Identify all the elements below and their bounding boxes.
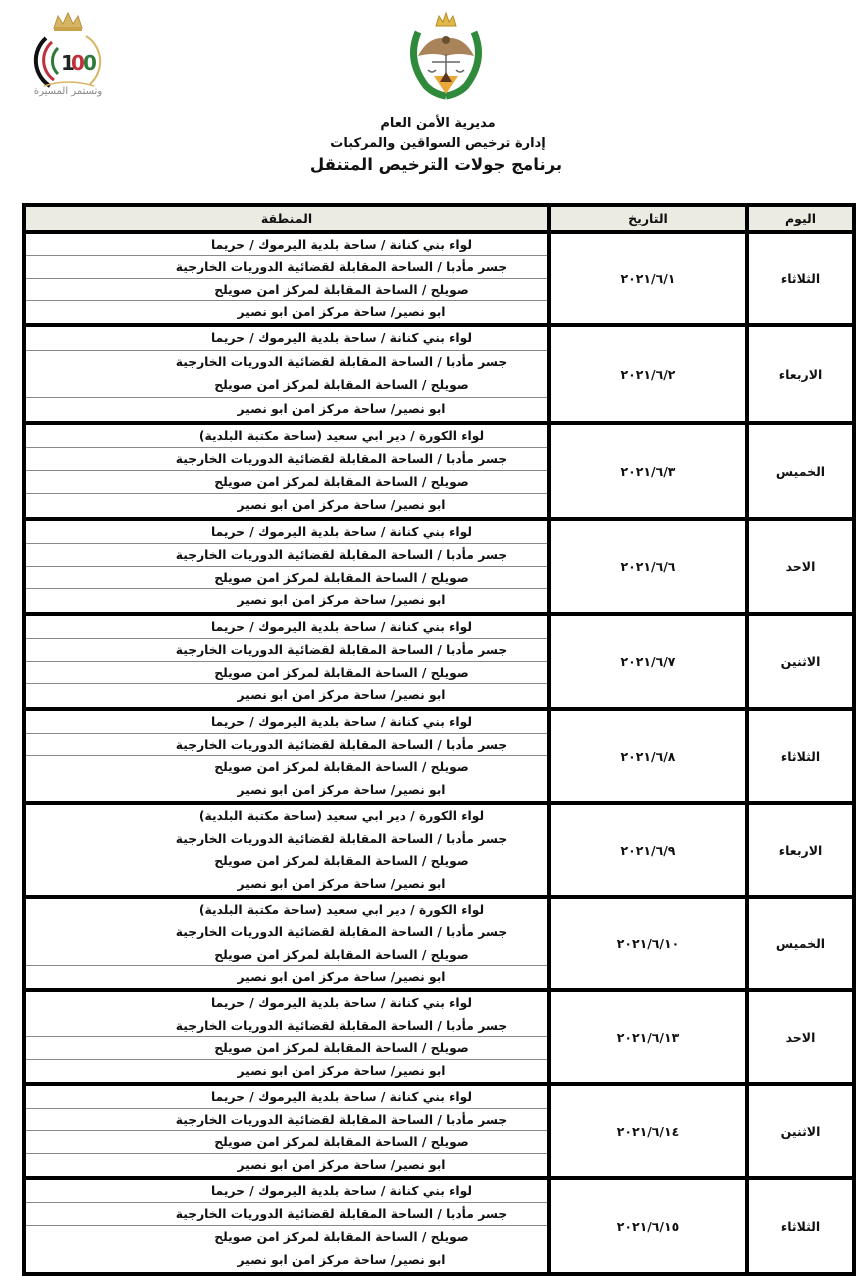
area-line: صويلح / الساحة المقابلة لمركز امن صويلح: [26, 944, 547, 966]
areas-cell: [24, 519, 549, 614]
area-line: ابو نصير/ ساحة مركز امن ابو نصير: [237, 304, 446, 319]
area-line: لواء الكورة / دير ابي سعيد (ساحة مكتبة البلدية): [26, 425, 547, 448]
table-row: [24, 232, 854, 325]
area-line: لواء بني كنانة / ساحة بلدية اليرموك / حريما: [26, 521, 547, 544]
date-cell: ٢٠٢١/٦/١٤: [549, 1084, 747, 1178]
areas-cell: [24, 1178, 549, 1274]
table-row: [24, 709, 854, 803]
schedule-body: [24, 232, 854, 1274]
day-cell: الاثنين: [747, 1084, 854, 1178]
day-cell: الثلاثاء: [747, 232, 854, 325]
date-cell: ٢٠٢١/٦/٣: [549, 423, 747, 519]
area-line: جسر مأدبا / الساحة المقابلة لقضائية الدوريات الخارجية: [26, 256, 547, 278]
eagle-emblem-icon: [404, 10, 488, 100]
table-header-row: [24, 205, 854, 232]
date-cell: ٢٠٢١/٦/٢: [549, 325, 747, 423]
area-line: لواء بني كنانة / ساحة بلدية اليرموك / حريما: [26, 234, 547, 256]
svg-text:0: 0: [71, 51, 85, 75]
day-cell: الاربعاء: [747, 803, 854, 897]
area-line: لواء الكورة / دير ابي سعيد (ساحة مكتبة البلدية): [198, 809, 485, 823]
area-line: صويلح / الساحة المقابلة لمركز امن صويلح: [26, 662, 547, 685]
area-line: ابو نصير/ ساحة مركز امن ابو نصير: [237, 1063, 446, 1078]
area-line: لواء بني كنانة / ساحة بلدية اليرموك / حريما: [26, 1180, 547, 1203]
areas-cell: [24, 1084, 549, 1178]
area-line: جسر مأدبا / الساحة المقابلة لقضائية الدوريات الخارجية: [26, 1203, 547, 1226]
table-row: [24, 423, 854, 519]
areas-cell: [24, 325, 549, 423]
area-line: ابو نصير/ ساحة مركز امن ابو نصير: [237, 593, 446, 608]
area-line: صويلح / الساحة المقابلة لمركز امن صويلح: [26, 471, 547, 494]
areas-cell: [24, 709, 549, 803]
column-header-date: التاريخ: [549, 205, 747, 232]
day-cell: الاحد: [747, 990, 854, 1084]
area-line: صويلح / الساحة المقابلة لمركز امن صويلح: [26, 279, 547, 301]
area-line: ابو نصير/ ساحة مركز امن ابو نصير: [237, 1157, 446, 1172]
date-cell: ٢٠٢١/٦/٧: [549, 614, 747, 709]
area-line: لواء بني كنانة / ساحة بلدية اليرموك / حريما: [26, 1086, 547, 1109]
area-line: صويلح / الساحة المقابلة لمركز امن صويلح: [26, 567, 547, 590]
date-cell: ٢٠٢١/٦/١٥: [549, 1178, 747, 1274]
table-row: [24, 519, 854, 614]
area-line: جسر مأدبا / الساحة المقابلة لقضائية الدوريات الخارجية: [26, 639, 547, 662]
area-line: جسر مأدبا / الساحة المقابلة لقضائية الدوريات الخارجية: [26, 1015, 547, 1038]
table-row: [24, 614, 854, 709]
area-line: جسر مأدبا / الساحة المقابلة لقضائية الدوريات الخارجية: [26, 544, 547, 567]
areas-cell: [24, 897, 549, 990]
area-line: لواء بني كنانة / ساحة بلدية اليرموك / حريما: [211, 996, 472, 1010]
area-line: صويلح / الساحة المقابلة لمركز امن صويلح: [26, 374, 547, 398]
svg-text:0: 0: [83, 51, 97, 75]
areas-cell: [24, 614, 549, 709]
area-line: ابو نصير/ ساحة مركز امن ابو نصير: [237, 401, 446, 416]
table-row: [24, 1178, 854, 1274]
table-row: [24, 1084, 854, 1178]
centennial-100-logo: [24, 8, 112, 100]
date-cell: ٢٠٢١/٦/١٣: [549, 990, 747, 1084]
area-line: ابو نصير/ ساحة مركز امن ابو نصير: [237, 498, 446, 512]
day-cell: الثلاثاء: [747, 1178, 854, 1274]
area-line: صويلح / الساحة المقابلة لمركز امن صويلح: [26, 1131, 547, 1154]
area-line: جسر مأدبا / الساحة المقابلة لقضائية الدوريات الخارجية: [26, 1109, 547, 1132]
date-cell: ٢٠٢١/٦/٩: [549, 803, 747, 897]
org-name: مديرية الأمن العام: [380, 116, 496, 131]
day-cell: الخميس: [747, 423, 854, 519]
table-row: [24, 897, 854, 990]
column-header-day: اليوم: [747, 205, 854, 232]
area-line: صويلح / الساحة المقابلة لمركز امن صويلح: [26, 1037, 547, 1060]
svg-text:1: 1: [61, 51, 75, 75]
areas-cell: [24, 803, 549, 897]
area-line: صويلح / الساحة المقابلة لمركز امن صويلح: [214, 854, 469, 868]
area-line: ابو نصير/ ساحة مركز امن ابو نصير: [237, 782, 446, 797]
areas-cell: [24, 423, 549, 519]
table-row: [24, 803, 854, 897]
area-line: لواء بني كنانة / ساحة بلدية اليرموك / حريما: [26, 616, 547, 639]
day-cell: الثلاثاء: [747, 709, 854, 803]
day-cell: الاربعاء: [747, 325, 854, 423]
day-cell: الخميس: [747, 897, 854, 990]
date-cell: ٢٠٢١/٦/١٠: [549, 897, 747, 990]
area-line: جسر مأدبا / الساحة المقابلة لقضائية الدوريات الخارجية: [26, 734, 547, 757]
day-cell: الاحد: [747, 519, 854, 614]
column-header-area: المنطقة: [24, 205, 549, 232]
date-cell: ٢٠٢١/٦/١: [549, 232, 747, 325]
area-line: جسر مأدبا / الساحة المقابلة لقضائية الدوريات الخارجية: [175, 831, 508, 846]
area-line: جسر مأدبا / الساحة المقابلة لقضائية الدوريات الخارجية: [175, 925, 508, 940]
area-line: ابو نصير/ ساحة مركز امن ابو نصير: [237, 688, 446, 703]
table-row: [24, 990, 854, 1084]
area-line: لواء بني كنانة / ساحة بلدية اليرموك / حريما: [26, 327, 547, 351]
area-line: لواء بني كنانة / ساحة بلدية اليرموك / حريما: [26, 711, 547, 734]
date-cell: ٢٠٢١/٦/٦: [549, 519, 747, 614]
areas-cell: [24, 990, 549, 1084]
schedule-table: [22, 203, 856, 1276]
area-line: صويلح / الساحة المقابلة لمركز امن صويلح: [214, 1230, 469, 1244]
day-cell: الاثنين: [747, 614, 854, 709]
area-line: لواء الكورة / دير ابي سعيد (ساحة مكتبة البلدية): [198, 903, 485, 917]
date-cell: ٢٠٢١/٦/٨: [549, 709, 747, 803]
department-name: إدارة ترخيص السواقين والمركبات: [330, 136, 546, 151]
area-line: جسر مأدبا / الساحة المقابلة لقضائية الدوريات الخارجية: [26, 448, 547, 471]
area-line: صويلح / الساحة المقابلة لمركز امن صويلح: [214, 760, 469, 774]
centennial-caption: وتستمر المسيرة: [33, 86, 103, 97]
public-security-emblem: [404, 10, 488, 100]
areas-cell: [24, 232, 549, 325]
area-line: ابو نصير/ ساحة مركز امن ابو نصير: [237, 969, 446, 984]
area-line: ابو نصير/ ساحة مركز امن ابو نصير: [237, 1253, 446, 1267]
area-line: جسر مأدبا / الساحة المقابلة لقضائية الدوريات الخارجية: [175, 354, 508, 369]
table-row: [24, 325, 854, 423]
area-line: ابو نصير/ ساحة مركز امن ابو نصير: [237, 876, 446, 891]
page-title: برنامج جولات الترخيص المتنقل: [309, 155, 563, 174]
